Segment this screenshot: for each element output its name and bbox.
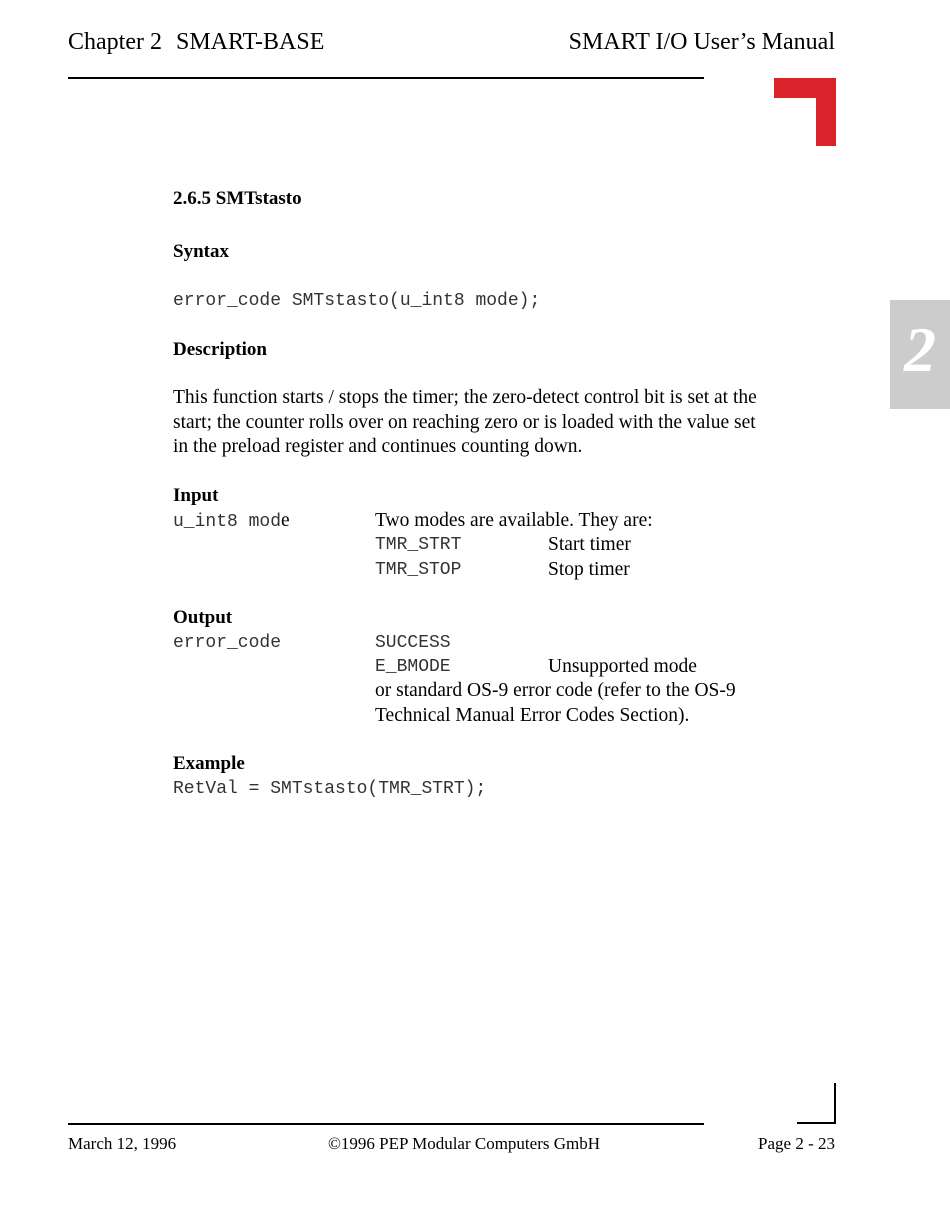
output-note-line: or standard OS-9 error code (refer to the OS-9 xyxy=(375,680,736,701)
input-description: Two modes are available. They are: xyxy=(375,510,653,531)
chapter-tab xyxy=(890,300,950,409)
corner-mark-bottom xyxy=(797,1083,836,1124)
footer-rule xyxy=(68,1123,704,1125)
header-rule xyxy=(68,77,704,79)
output-value-code: SUCCESS xyxy=(375,633,451,653)
input-param xyxy=(173,510,290,532)
output-note xyxy=(375,679,815,728)
mode-code: TMR_STRT xyxy=(375,535,462,555)
output-value-code: E_BMODE xyxy=(375,657,451,677)
footer-copyright: ©1996 PEP Modular Computers GmbH xyxy=(328,1134,601,1153)
footer-page-number: Page 2 - 23 xyxy=(758,1134,835,1153)
chapter-label: Chapter 2 xyxy=(68,29,162,55)
chapter-tab-number: 2 xyxy=(904,314,936,385)
section-title: 2.6.5 SMTstasto xyxy=(173,188,302,209)
description-heading: Description xyxy=(173,339,267,360)
description-paragraph xyxy=(173,386,833,460)
input-param-tail: e xyxy=(281,510,290,531)
mode-code: TMR_STOP xyxy=(375,560,462,580)
mode-text: Start timer xyxy=(548,534,631,555)
header-chapter xyxy=(68,29,324,56)
description-line: start; the counter rolls over on reaching zero or is loaded with the value set xyxy=(173,411,756,433)
footer-date: March 12, 1996 xyxy=(68,1134,177,1153)
chapter-title: SMART-BASE xyxy=(175,29,325,55)
output-param: error_code xyxy=(173,633,282,653)
example-code: RetVal = SMTstasto(TMR_STRT); xyxy=(173,779,487,799)
output-heading: Output xyxy=(173,607,233,628)
manual-title: SMART I/O User’s Manual xyxy=(568,29,835,55)
input-heading: Input xyxy=(173,485,219,506)
syntax-code: error_code SMTstasto(u_int8 mode); xyxy=(173,291,541,311)
syntax-heading: Syntax xyxy=(173,241,229,262)
description-line: in the preload register and continues counting down. xyxy=(173,436,583,457)
example-heading: Example xyxy=(173,753,245,774)
output-value-text: Unsupported mode xyxy=(548,656,697,677)
corner-mark-top xyxy=(774,78,836,146)
output-note-line: Technical Manual Error Codes Section). xyxy=(375,704,690,726)
input-param-code: u_int8 mod xyxy=(173,512,282,532)
mode-text: Stop timer xyxy=(548,559,630,580)
description-line: This function starts / stops the timer; the zero-detect control bit is set at the xyxy=(173,387,757,408)
